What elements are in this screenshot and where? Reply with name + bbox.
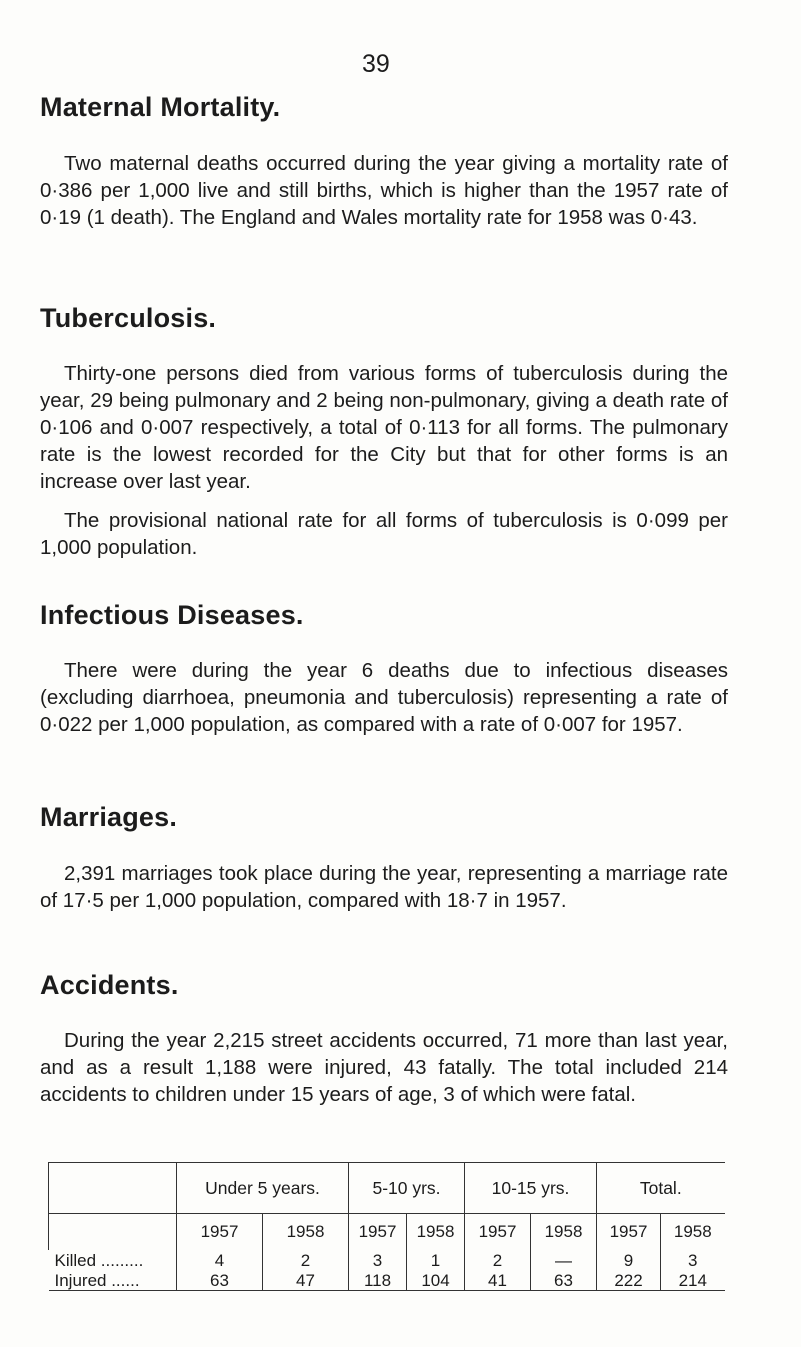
row-label-header <box>49 1214 177 1251</box>
table-cell: 118 <box>349 1270 407 1291</box>
year-header: 1958 <box>263 1214 349 1251</box>
row-label-injured: Injured ...... <box>49 1270 177 1291</box>
heading-maternal-mortality: Maternal Mortality. <box>40 92 281 122</box>
table-cell: — <box>531 1250 597 1270</box>
year-header: 1957 <box>349 1214 407 1251</box>
table-cell: 63 <box>531 1270 597 1291</box>
table-cell: 2 <box>465 1250 531 1270</box>
table-cell: 3 <box>661 1250 725 1270</box>
heading-accidents: Accidents. <box>40 970 179 1000</box>
paragraph-infectious-diseases: There were during the year 6 deaths due to infectious diseases (excluding diarrhoea, pneumonia and tuberculosis) representing a rate of 0·022 per 1,000 population, as compared with a rate of 0·007 for 1957. <box>40 659 728 736</box>
group-header-10-15: 10-15 yrs. <box>465 1163 597 1214</box>
year-header: 1958 <box>531 1214 597 1251</box>
page-number: 39 <box>362 50 390 78</box>
table-cell: 104 <box>407 1270 465 1291</box>
heading-marriages: Marriages. <box>40 802 178 832</box>
table-cell: 214 <box>661 1270 725 1291</box>
group-header-under-5: Under 5 years. <box>177 1163 349 1214</box>
paragraph-tuberculosis-1: Thirty-one persons died from various forms of tuberculosis during the year, 29 being pulmonary and 2 being non-pulmonary, giving a death rate of 0·106 and 0·007 respectively, a total of 0·113 for all forms. The pulmonary rate is the lowest recorded for the City but that for other forms is an increase over last year. <box>40 362 728 493</box>
year-header: 1957 <box>177 1214 263 1251</box>
table-cell: 41 <box>465 1270 531 1291</box>
year-header: 1957 <box>465 1214 531 1251</box>
group-header-total: Total. <box>597 1163 725 1214</box>
paragraph-tuberculosis-2: The provisional national rate for all forms of tuberculosis is 0·099 per 1,000 population. <box>40 509 728 559</box>
table-cell: 63 <box>177 1270 263 1291</box>
year-header: 1958 <box>661 1214 725 1251</box>
table-cell: 9 <box>597 1250 661 1270</box>
paragraph-maternal-mortality: Two maternal deaths occurred during the year giving a mortality rate of 0·386 per 1,000 live and still births, which is higher than the 1957 rate of 0·19 (1 death). The England and Wales mortality rate for 1958 was 0·43. <box>40 152 728 229</box>
table-cell: 3 <box>349 1250 407 1270</box>
table-corner-cell <box>49 1163 177 1214</box>
row-label-killed: Killed ......... <box>54 1250 144 1270</box>
table-cell: 4 <box>177 1250 263 1270</box>
table-row-injured <box>49 1270 725 1291</box>
table-cell: 222 <box>597 1270 661 1291</box>
table-row-killed <box>49 1250 725 1270</box>
paragraph-accidents: During the year 2,215 street accidents occurred, 71 more than last year, and as a result 1,188 were injured, 43 fatally. The total included 214 accidents to children under 15 years of age, 3 of which were fatal. <box>40 1029 728 1106</box>
paragraph-marriages: 2,391 marriages took place during the year, representing a marriage rate of 17·5 per 1,000 population, compared with 18·7 in 1957. <box>40 862 728 912</box>
year-header: 1958 <box>407 1214 465 1251</box>
group-header-5-10: 5-10 yrs. <box>349 1163 465 1214</box>
table-cell: 47 <box>263 1270 349 1291</box>
table-cell: 2 <box>263 1250 349 1270</box>
accidents-table <box>48 1162 725 1291</box>
year-header: 1957 <box>597 1214 661 1251</box>
heading-infectious-diseases: Infectious Diseases. <box>40 600 304 630</box>
heading-tuberculosis: Tuberculosis. <box>40 303 217 333</box>
table-cell: 1 <box>407 1250 465 1270</box>
